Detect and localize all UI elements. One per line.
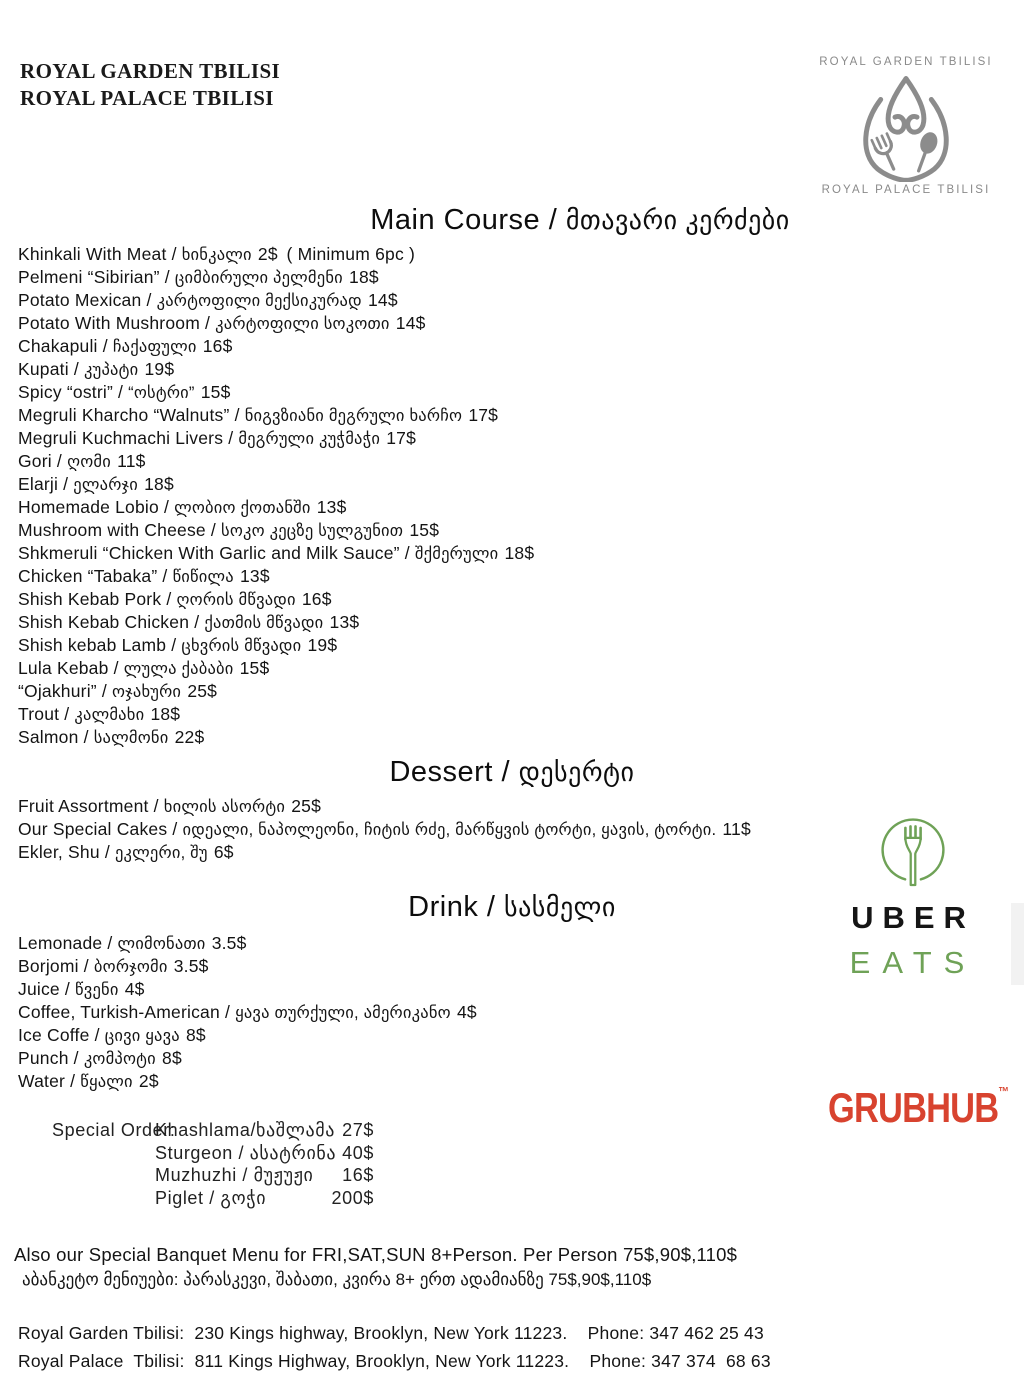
menu-item — [18, 611, 1024, 634]
item-name-en: Kupati — [18, 359, 69, 379]
title-separator: / — [540, 204, 566, 236]
item-name-ka: იდეალი, ნაპოლეონი, ჩიტის რძე, მარწყვის ტორტი, ყავის, ტორტი. — [182, 821, 717, 839]
item-price: 18$ — [150, 704, 181, 724]
item-name-ka: “ოსტრი” — [128, 384, 195, 402]
menu-item — [18, 312, 1024, 335]
logo-bottom-text: ROYAL PALACE TBILISI — [821, 184, 991, 196]
menu-item — [18, 496, 1024, 519]
banquet-note — [0, 1243, 1024, 1293]
item-name-ka: შქმერული — [414, 545, 499, 563]
item-separator: / — [157, 566, 173, 586]
section-title-dessert-en: Dessert — [389, 756, 493, 788]
banquet-line-ka: აბანკეტო მენიუები: პარასკევი, შაბათი, კვირა 8+ ერთ ადამიანზე 75$,90$,110$ — [22, 1270, 652, 1289]
item-name-en: Borjomi — [18, 956, 79, 976]
item-name-ka: კარტოფილი მექსიკურად — [156, 292, 362, 310]
special-order-block — [52, 1119, 374, 1209]
item-separator: / — [112, 382, 129, 402]
item-name-ka: ლობიო ქოთანში — [174, 499, 311, 517]
item-name-ka: ღორის მწვადი — [176, 591, 296, 609]
item-price: 2$ — [138, 1071, 159, 1091]
section-title-main-course-ka: მთავარი კერძები — [565, 205, 790, 235]
item-separator: / — [166, 244, 182, 264]
item-separator: / — [68, 1048, 84, 1068]
grubhub-logo — [828, 1084, 1009, 1132]
item-name-en: Gori — [18, 451, 52, 471]
item-separator: / — [148, 796, 164, 816]
item-price: 4$ — [456, 1002, 477, 1022]
banquet-line-en: Also our Special Banquet Menu for FRI,SAT,SUN 8+Person. Per Person 75$,90$,110$ — [14, 1244, 738, 1265]
item-price: 17$ — [468, 405, 499, 425]
item-separator: / — [51, 451, 68, 471]
item-separator: / — [89, 1025, 105, 1045]
menu-item — [18, 726, 1024, 749]
item-name-ka: მეგრული კუჭმაჭი — [238, 430, 381, 448]
item-name-ka: ნიგვზიანი მეგრული ხარჩო — [244, 407, 463, 425]
item-name-ka: ცხვრის მწვადი — [181, 637, 302, 655]
menu-item — [18, 450, 1024, 473]
item-separator: / — [141, 290, 157, 310]
special-order-item — [52, 1187, 374, 1210]
section-title-drink-ka: სასმელი — [504, 892, 616, 922]
item-name-en: Trout — [18, 704, 60, 724]
menu-item — [18, 634, 1024, 657]
item-name-en: Khinkali With Meat — [18, 244, 167, 264]
item-name-en: Ekler, Shu — [18, 842, 100, 862]
brand-line-palace: ROYAL PALACE TBILISI — [20, 86, 274, 110]
item-name-en: Pelmeni “Sibirian” — [18, 267, 160, 287]
item-separator: / — [102, 933, 118, 953]
address-palace: Royal Palace Tbilisi: 811 Kings Highway, Brooklyn, New York 11223. Phone: 347 374 68 63 — [18, 1351, 771, 1371]
item-price: 18$ — [349, 267, 379, 287]
item-price: 8$ — [162, 1048, 182, 1068]
item-price: 16$ — [342, 1165, 374, 1185]
item-name-en: Shkmeruli “Chicken With Garlic and Milk Sauce” — [18, 543, 400, 563]
item-name-en: Ice Coffe — [18, 1025, 90, 1045]
item-name-en: Megruli Kharcho “Walnuts” — [18, 405, 230, 425]
contact-footer — [18, 1319, 1024, 1375]
item-name-ka: ოჯახური — [112, 683, 182, 701]
item-name-ka: ციმბირული პელმენი — [174, 269, 343, 287]
item-price: 13$ — [316, 497, 347, 517]
item-price: 25$ — [291, 796, 322, 816]
item-separator: / — [159, 267, 175, 287]
brand-line-garden: ROYAL GARDEN TBILISI — [20, 59, 281, 83]
item-name-ka: წვენი — [75, 981, 119, 999]
item-name-en: Megruli Kuchmachi Livers — [18, 428, 224, 448]
menu-item — [18, 427, 1024, 450]
item-price: 25$ — [187, 681, 218, 701]
menu-item — [18, 1001, 1024, 1024]
item-name-en: Chakapuli — [18, 336, 98, 356]
item-separator: / — [59, 979, 76, 999]
item-separator: / — [78, 727, 94, 747]
menu-item — [18, 703, 1024, 726]
item-name-en: Juice — [18, 979, 60, 999]
item-name-en: “Ojakhuri” — [18, 681, 97, 701]
item-name-ka: ხინკალი — [181, 246, 252, 264]
menu-item — [18, 978, 1024, 1001]
item-price: 15$ — [409, 520, 440, 540]
menu-item — [18, 381, 1024, 404]
main-course-items — [0, 243, 1024, 749]
item-separator: / — [167, 819, 183, 839]
item-price: 200$ — [331, 1187, 374, 1208]
menu-item — [18, 243, 1024, 266]
item-price: 3.5$ — [211, 933, 247, 953]
item-separator: / — [68, 359, 85, 379]
item-separator: / — [108, 658, 124, 678]
item-separator: / — [229, 405, 245, 425]
item-price: 40$ — [342, 1142, 374, 1163]
item-name: Piglet / გოჭი — [155, 1187, 267, 1208]
title-separator: / — [478, 891, 505, 923]
item-price: 18$ — [504, 543, 535, 563]
menu-item — [18, 588, 1024, 611]
trademark-symbol: ™ — [998, 1084, 1009, 1099]
menu-item — [18, 519, 1024, 542]
item-name: Muzhuzhi / მუჟუჟი — [155, 1165, 314, 1185]
scan-edge-artifact — [1011, 903, 1024, 985]
item-separator: / — [199, 313, 216, 333]
item-name-en: Shish Kebab Pork — [18, 589, 162, 609]
item-price: 13$ — [240, 566, 270, 586]
item-price: 4$ — [124, 979, 145, 999]
item-separator: / — [189, 612, 205, 632]
menu-item — [18, 680, 1024, 703]
item-price: 15$ — [239, 658, 270, 678]
item-separator: / — [78, 956, 94, 976]
item-note: ( Minimum 6pc ) — [286, 244, 415, 264]
item-price: 11$ — [117, 451, 146, 471]
item-name-ka: ლულა ქაბაბი — [123, 660, 234, 678]
grubhub-wordmark: GRUBHUB — [828, 1084, 999, 1131]
special-order-item — [52, 1164, 374, 1187]
menu-item — [18, 542, 1024, 565]
special-order-label: Special Order: — [52, 1120, 176, 1140]
item-name-ka: სოკო კეცზე სულგუნით — [221, 522, 404, 540]
section-title-drink-en: Drink — [408, 891, 479, 923]
item-name-en: Shish kebab Lamb — [18, 635, 167, 655]
item-price: 19$ — [307, 635, 338, 655]
item-name-ka: ღომი — [67, 453, 111, 471]
uber-wordmark: UBER — [851, 900, 975, 935]
item-name-ka: კარტოფილი სოკოთი — [215, 315, 390, 333]
item-price: 14$ — [395, 313, 426, 333]
item-price: 8$ — [185, 1025, 206, 1045]
menu-item — [18, 404, 1024, 427]
menu-item — [18, 1024, 1024, 1047]
menu-item — [18, 473, 1024, 496]
item-price: 13$ — [329, 612, 360, 632]
item-name-en: Shish Kebab Chicken — [18, 612, 190, 632]
item-name-en: Fruit Assortment — [18, 796, 149, 816]
item-name-en: Chicken “Tabaka” — [18, 566, 158, 586]
item-separator: / — [399, 543, 415, 563]
item-price: 6$ — [213, 842, 234, 862]
title-separator: / — [492, 756, 519, 788]
menu-item — [18, 565, 1024, 588]
item-price: 15$ — [200, 382, 231, 402]
menu-item — [18, 289, 1024, 312]
item-name-en: Lemonade — [18, 933, 103, 953]
menu-item — [18, 657, 1024, 680]
menu-item — [18, 1047, 1024, 1070]
item-price: 27$ — [342, 1120, 374, 1140]
item-name-ka: წყალი — [80, 1073, 133, 1091]
section-title-dessert — [0, 755, 1024, 789]
item-name-en: Lula Kebab — [18, 658, 109, 678]
item-price: 16$ — [301, 589, 332, 609]
item-name-en: Coffee, Turkish-American — [18, 1002, 220, 1022]
uber-eats-logo — [838, 812, 988, 981]
menu-item — [18, 335, 1024, 358]
item-separator: / — [65, 1071, 81, 1091]
item-name-en: Mushroom with Cheese — [18, 520, 206, 540]
item-name-en: Water — [18, 1071, 66, 1091]
item-name-ka: ელარჯი — [73, 476, 138, 494]
section-title-main-course-en: Main Course — [370, 204, 541, 236]
item-separator: / — [223, 428, 239, 448]
menu-item — [18, 266, 1024, 289]
item-price: 19$ — [144, 359, 175, 379]
logo-top-text: ROYAL GARDEN TBILISI — [819, 56, 993, 68]
fork-circle-icon — [875, 812, 951, 888]
special-order-item — [52, 1142, 374, 1165]
section-title-main-course — [68, 203, 1024, 237]
item-name-ka: ჩაქაფული — [112, 338, 197, 356]
eats-wordmark: EATS — [849, 945, 977, 980]
item-name-en: Elarji — [18, 474, 59, 494]
item-separator: / — [97, 336, 113, 356]
section-title-dessert-ka: დესერტი — [518, 757, 635, 787]
item-name-en: Potato Mexican — [18, 290, 142, 310]
item-name-ka: ქათმის მწვადი — [204, 614, 324, 632]
item-price: 3.5$ — [173, 956, 209, 976]
address-garden: Royal Garden Tbilisi: 230 Kings highway, Brooklyn, New York 11223. Phone: 347 462 25 43 — [18, 1323, 764, 1343]
item-price: 16$ — [202, 336, 233, 356]
item-name-ka: ყავა თურქული, ამერიკანო — [235, 1004, 451, 1022]
item-separator: / — [158, 497, 175, 517]
item-name-ka: წიწილა — [172, 568, 234, 586]
item-separator: / — [58, 474, 74, 494]
item-name-en: Punch — [18, 1048, 69, 1068]
item-name-ka: სალმონი — [93, 729, 169, 747]
item-name-ka: ცივი ყავა — [104, 1027, 180, 1045]
item-name-ka: ლიმონათი — [117, 935, 206, 953]
item-name: Khashlama/ხაშლამა — [155, 1120, 335, 1140]
item-name-en: Our Special Cakes — [18, 819, 168, 839]
item-separator: / — [96, 681, 113, 701]
item-name-en: Potato With Mushroom — [18, 313, 200, 333]
item-separator: / — [219, 1002, 236, 1022]
item-name-ka: ეკლერი, შუ — [114, 844, 208, 862]
item-name-ka: ბორჯომი — [93, 958, 168, 976]
item-price: 2$ — [257, 244, 278, 264]
item-name-ka: კომპოტი — [83, 1050, 156, 1068]
item-price: 22$ — [174, 727, 205, 747]
item-price: 17$ — [386, 428, 417, 448]
item-name-ka: კუპატი — [84, 361, 139, 379]
item-name-ka: კალმახი — [74, 706, 145, 724]
item-separator: / — [99, 842, 115, 862]
item-price: 14$ — [367, 290, 398, 310]
item-name: Sturgeon / ასატრინა — [155, 1142, 337, 1163]
item-name-en: Spicy “ostri” — [18, 382, 113, 402]
item-separator: / — [161, 589, 177, 609]
menu-item — [18, 358, 1024, 381]
item-name-ka: ხილის ასორტი — [163, 798, 286, 816]
item-separator: / — [59, 704, 75, 724]
item-price: 11$ — [722, 819, 751, 839]
item-separator: / — [205, 520, 222, 540]
item-separator: / — [166, 635, 182, 655]
item-name-en: Homemade Lobio — [18, 497, 159, 517]
item-price: 18$ — [144, 474, 174, 494]
item-name-en: Salmon — [18, 727, 79, 747]
